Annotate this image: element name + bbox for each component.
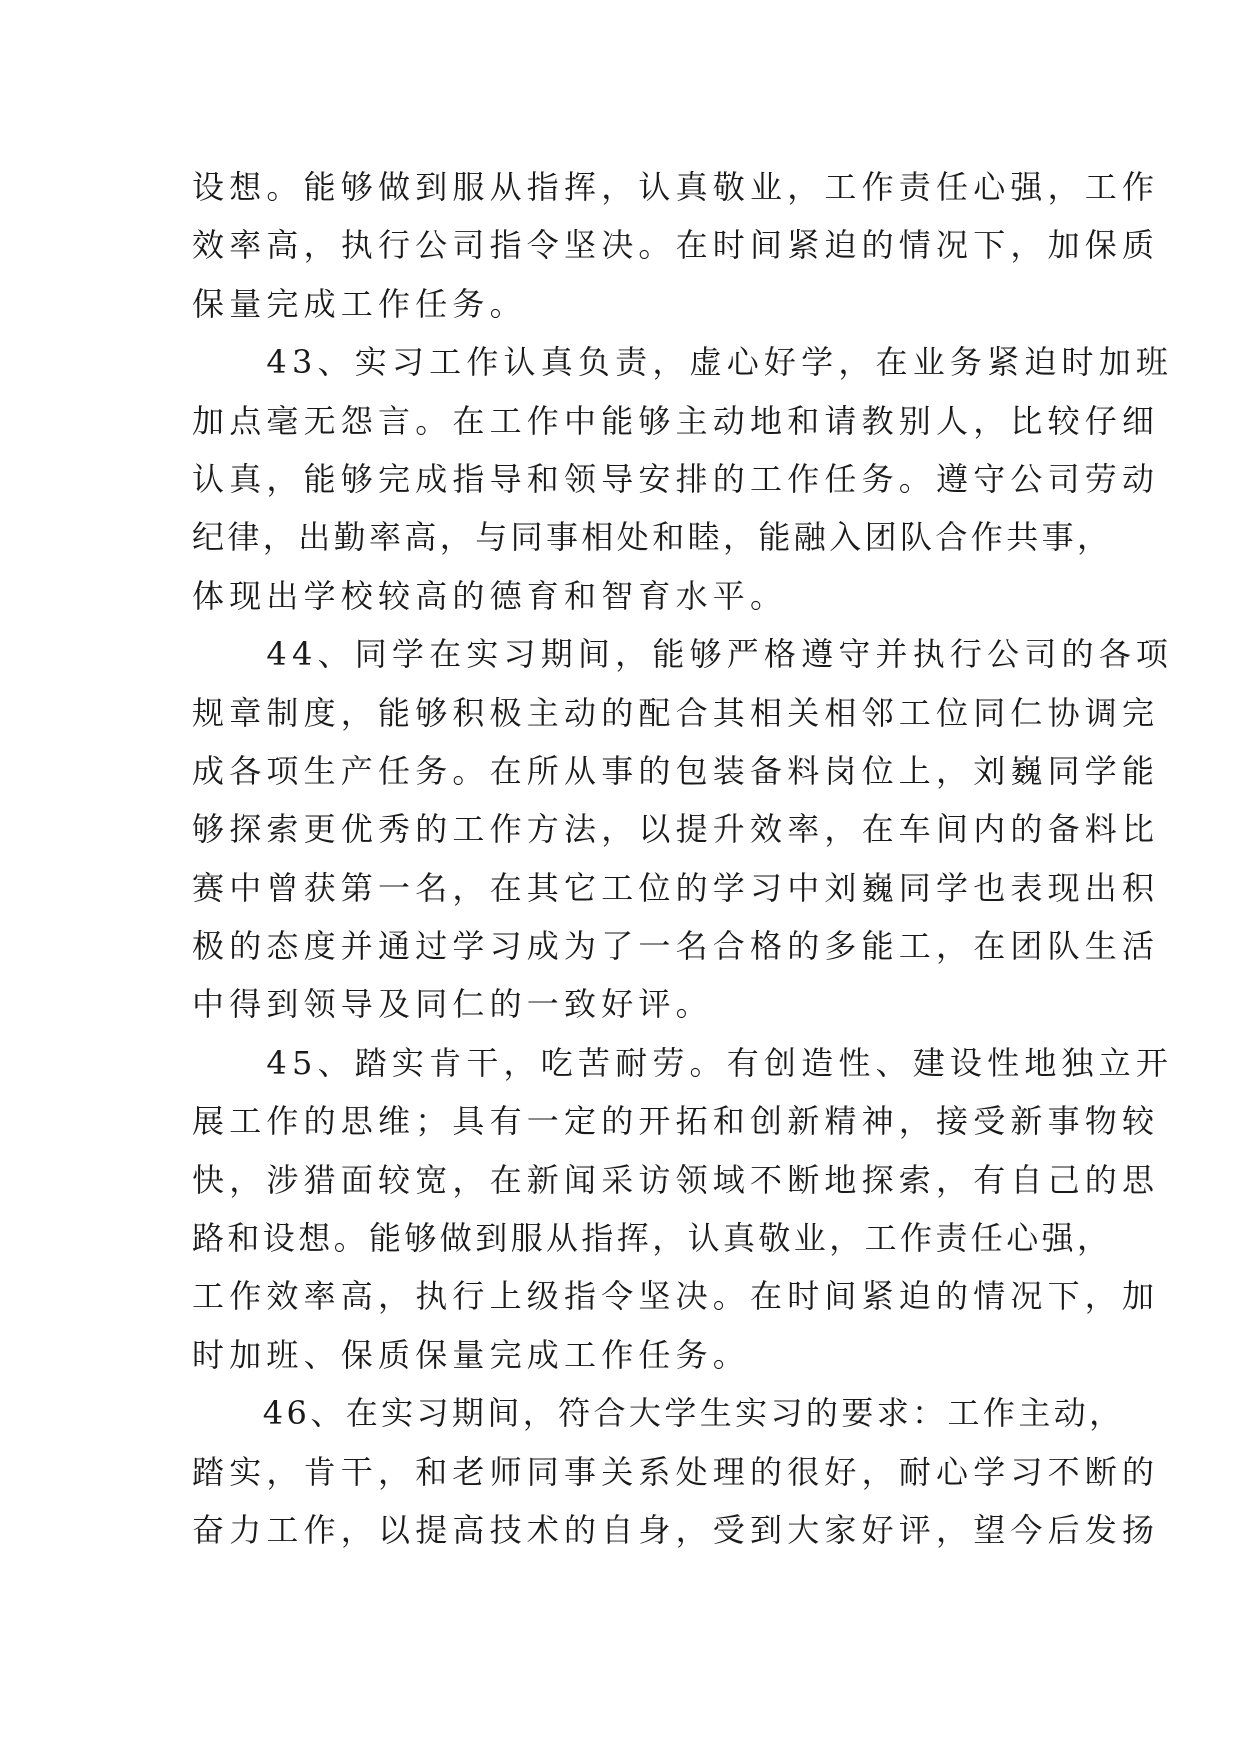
text-line: 45、踏实肯干，吃苦耐劳。有创造性、建设性地独立开 — [192, 1043, 1174, 1082]
text-line: 效率高，执行公司指令坚决。在时间紧迫的情况下，加保质 — [192, 226, 1160, 265]
text-line: 成各项生产任务。在所从事的包装备料岗位上，刘巍同学能 — [192, 751, 1160, 790]
text-line: 踏实，肯干，和老师同事关系处理的很好，耐心学习不断的 — [192, 1452, 1160, 1491]
document-body — [192, 158, 1174, 1559]
text-line: 时加班、保质保量完成工作任务。 — [192, 1335, 751, 1374]
text-line: 加点毫无怨言。在工作中能够主动地和请教别人，比较仔细 — [192, 401, 1160, 440]
text-line: 奋力工作，以提高技术的自身，受到大家好评，望今后发扬 — [192, 1510, 1160, 1549]
text-line: 极的态度并通过学习成为了一名合格的多能工，在团队生活 — [192, 927, 1160, 966]
text-line: 46、在实习期间，符合大学生实习的要求：工作主动， — [192, 1394, 1125, 1433]
text-line: 路和设想。能够做到服从指挥，认真敬业，工作责任心强， — [192, 1219, 1113, 1258]
text-line: 展工作的思维；具有一定的开拓和创新精神，接受新事物较 — [192, 1102, 1160, 1141]
text-line: 赛中曾获第一名，在其它工位的学习中刘巍同学也表现出积 — [192, 868, 1160, 907]
text-line: 设想。能够做到服从指挥，认真敬业，工作责任心强，工作 — [192, 168, 1160, 206]
text-line: 快，涉猎面较宽，在新闻采访领域不断地探索，有自己的思 — [192, 1160, 1160, 1199]
text-line: 体现出学校较高的德育和智育水平。 — [192, 576, 788, 615]
text-line: 够探索更优秀的工作方法，以提升效率，在车间内的备料比 — [192, 810, 1160, 849]
text-line: 纪律，出勤率高，与同事相处和睦，能融入团队合作共事， — [192, 518, 1113, 557]
text-line: 44、同学在实习期间，能够严格遵守并执行公司的各项 — [192, 635, 1174, 674]
text-line: 中得到领导及同仁的一致好评。 — [192, 985, 713, 1024]
text-line: 保量完成工作任务。 — [192, 284, 527, 323]
text-line: 认真，能够完成指导和领导安排的工作任务。遵守公司劳动 — [192, 459, 1160, 498]
text-line: 工作效率高，执行上级指令坚决。在时间紧迫的情况下，加 — [192, 1277, 1160, 1316]
text-line: 43、实习工作认真负责，虚心好学，在业务紧迫时加班 — [192, 343, 1174, 382]
text-line: 规章制度，能够积极主动的配合其相关相邻工位同仁协调完 — [192, 693, 1160, 732]
